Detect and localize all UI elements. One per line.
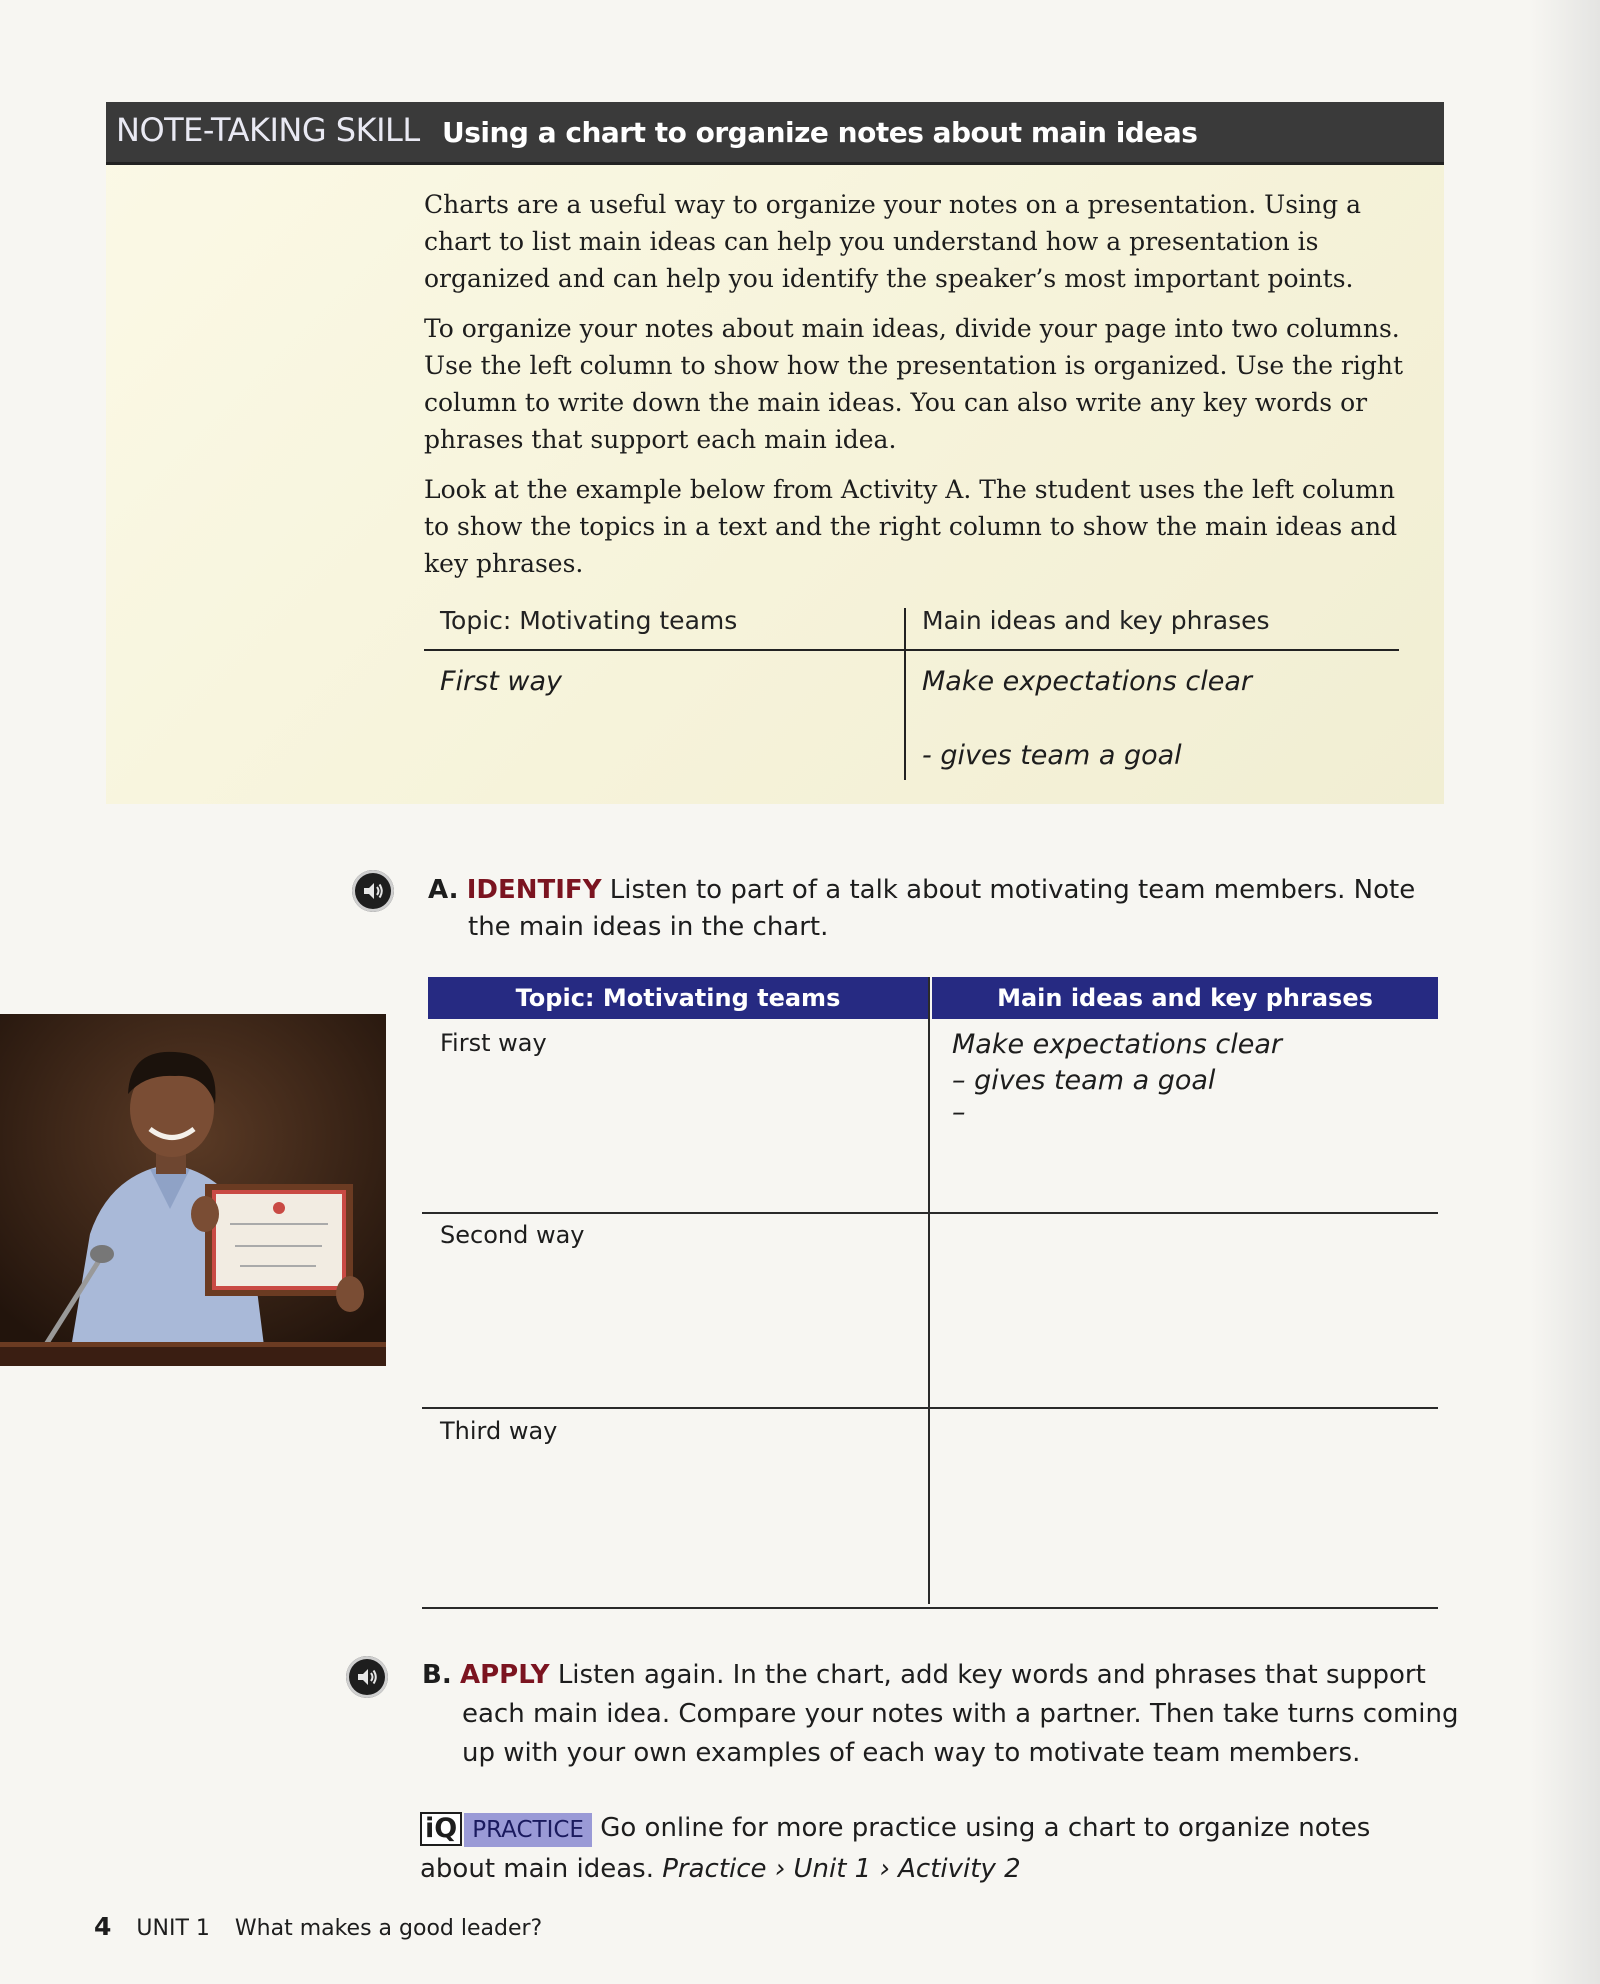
activity-b-line-2: each main idea. Compare your notes with a partner. Then take turns coming: [462, 1699, 1459, 1729]
iq-line-1: Go online for more practice using a chart to organize notes: [600, 1813, 1371, 1843]
skill-body: [424, 186, 1404, 595]
skill-paragraph-1: Charts are a useful way to organize your notes on a presentation. Using a chart to list main ideas can help you understand how a presentation is organized and can help you identify the speaker’s most important points.: [424, 190, 1361, 293]
chart-header-topic: Topic: Motivating teams: [428, 977, 928, 1019]
woman-with-certificate-illustration: [0, 1014, 386, 1366]
page-edge-shadow: [1530, 0, 1600, 1984]
activity-b-line-1: Listen again. In the chart, add key words and phrases that support: [557, 1660, 1426, 1690]
page-number: 4: [94, 1912, 112, 1941]
skill-title: Using a chart to organize notes about main ideas: [442, 116, 1198, 149]
activity-a-instructions: [428, 872, 1438, 946]
chart-row-second-way: Second way: [440, 1221, 585, 1249]
audio-play-button-a[interactable]: [352, 870, 394, 912]
activity-a-keyword: IDENTIFY: [466, 875, 602, 905]
iq-practice-note: [420, 1808, 1460, 1889]
chart-note-line-3[interactable]: –: [952, 1097, 966, 1128]
chart-row-divider-1: [422, 1212, 1438, 1214]
iq-line-2: about main ideas.: [420, 1853, 654, 1884]
chart-note-line-1: Make expectations clear: [952, 1029, 1282, 1060]
page-footer: [94, 1912, 542, 1941]
activity-a-line-1: Listen to part of a talk about motivating team members. Note: [609, 875, 1416, 905]
chart-row-divider-2: [422, 1407, 1438, 1409]
footer-unit: UNIT 1: [136, 1916, 210, 1941]
activity-b-keyword: APPLY: [459, 1660, 550, 1690]
chart-column-divider: [928, 977, 930, 1604]
chart-bottom-border: [422, 1607, 1438, 1609]
example-divider-vertical: [904, 608, 906, 780]
activity-a-chart: [422, 977, 1438, 1614]
speaker-photo: [0, 1014, 386, 1366]
activity-a-line-2: the main ideas in the chart.: [468, 912, 829, 942]
chart-row-third-way: Third way: [440, 1417, 558, 1445]
speaker-icon: [361, 879, 385, 903]
note-taking-skill-box: [106, 102, 1444, 804]
example-right-line-1: Make expectations clear: [922, 666, 1252, 697]
iq-practice-badge[interactable]: [420, 1809, 592, 1849]
skill-label: NOTE-TAKING SKILL: [116, 111, 420, 149]
practice-label: PRACTICE: [464, 1813, 592, 1847]
example-left-header: Topic: Motivating teams: [440, 606, 738, 635]
skill-header-bar: [106, 102, 1444, 165]
chart-row-first-way: First way: [440, 1029, 547, 1057]
skill-paragraph-3: Look at the example below from Activity A. The student uses the left column to show the topics in a text and the right column to show the main ideas and key phrases.: [424, 475, 1398, 578]
activity-b-line-3: up with your own examples of each way to motivate team members.: [462, 1738, 1361, 1768]
example-left-entry: First way: [440, 666, 562, 697]
example-right-header: Main ideas and key phrases: [922, 606, 1270, 635]
audio-play-button-b[interactable]: [346, 1656, 388, 1698]
example-chart: [424, 606, 1399, 780]
activity-b-letter: B.: [422, 1660, 452, 1690]
activity-a-letter: A.: [428, 875, 459, 905]
footer-unit-title: What makes a good leader?: [234, 1916, 543, 1941]
example-divider-horizontal: [424, 649, 1399, 651]
skill-paragraph-2: To organize your notes about main ideas, divide your page into two columns. Use the left column to show how the presentation is organized. Use the right column to write down the main ideas. You can also write any key words or phrases that support each main idea.: [424, 314, 1404, 454]
speaker-icon: [355, 1665, 379, 1689]
iq-logo: iQ: [420, 1812, 462, 1846]
example-right-line-2: - gives team a goal: [922, 740, 1182, 771]
iq-practice-path[interactable]: Practice › Unit 1 › Activity 2: [662, 1853, 1021, 1884]
chart-header-main-ideas: Main ideas and key phrases: [932, 977, 1438, 1019]
chart-note-line-2: – gives team a goal: [952, 1065, 1216, 1096]
activity-b-instructions: [422, 1656, 1462, 1773]
